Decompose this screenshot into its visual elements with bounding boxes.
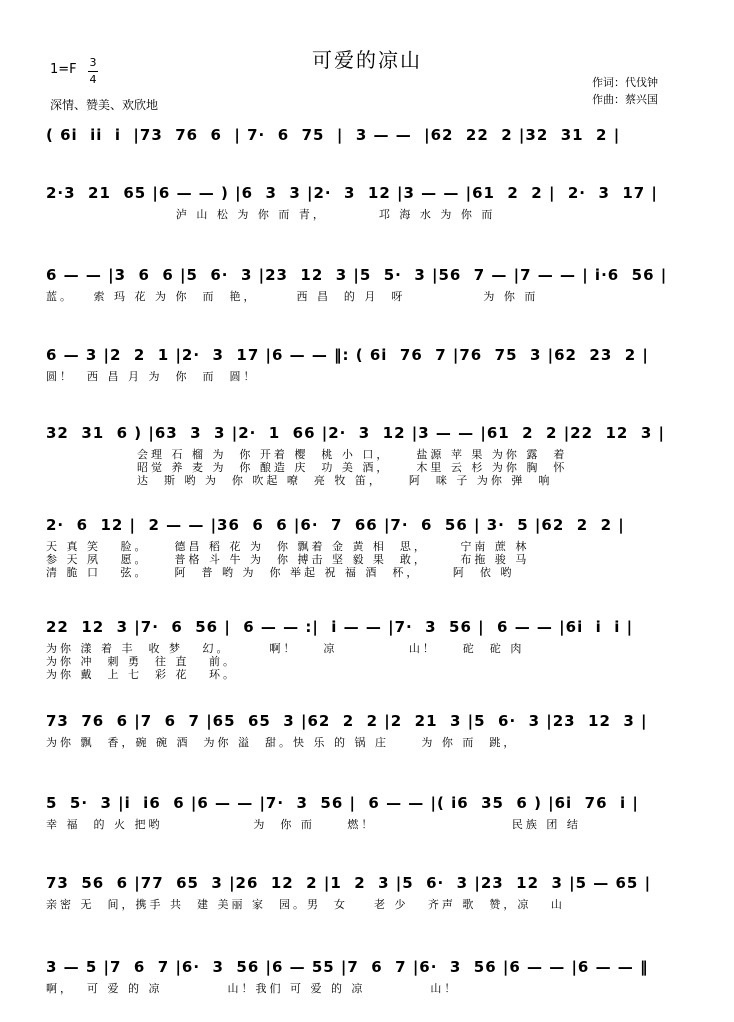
time-signature [88,56,98,87]
lyric-line: 参 天 夙 愿。 普格 斗 牛 为 你 搏击 坚 毅 果 敢， 布拖 骏 马 [46,553,530,566]
notation-line: ( 6i ii i |73 76 6 | 7· 6 75 | 3 — — |62 22 2 |32 31 2 | [46,126,621,144]
notation-line: 22 12 3 |7· 6 56 | 6 — — :| i — — |7· 3 56 | 6 — — |6i i i | [46,618,634,636]
notation-line: 6 — — |3 6 6 |5 6· 3 |23 12 3 |5 5· 3 |56 7 — |7 — — | i·6 56 | [46,266,668,284]
song-title: 可爱的凉山 [312,48,422,72]
lyric-line: 蓝。 索 玛 花 为 你 而 艳， 西 昌 的 月 呀 为 你 而 [46,290,539,303]
lyric-line: 幸 福 的 火 把哟 为 你 而 燃！ 民族 团 结 [46,818,581,831]
notation-line: 3 — 5 |7 6 7 |6· 3 56 |6 — 55 |7 6 7 |6· 3 56 |6 — — |6 — — ‖ [46,958,649,976]
meter-divider [88,71,98,72]
notation-line: 73 56 6 |77 65 3 |26 12 2 |1 2 3 |5 6· 3 |23 12 3 |5 — 65 | [46,874,652,892]
composer: 作曲：蔡兴国 [592,93,658,106]
lyric-line: 泸 山 松 为 你 而 青， 邛 海 水 为 你 而 [46,208,496,221]
notation-line: 6 — 3 |2 2 1 |2· 3 17 |6 — — ‖: ( 6i 76 7 |76 75 3 |62 23 2 | [46,346,649,364]
meter-top: 3 [89,56,97,69]
meter-bottom: 4 [89,73,97,86]
lyric-line: 亲密 无 间，携手 共 建 美丽 家 园。男 女 老 少 齐声 歌 赞，凉 山 [46,898,565,911]
notation-line: 2· 6 12 | 2 — — |36 6 6 |6· 7 66 |7· 6 56 | 3· 5 |62 2 2 | [46,516,625,534]
lyric-line: 为你 冲 刺 勇 往 直 前。 [46,655,237,668]
lyric-line: 天 真 笑 脸。 德昌 稻 花 为 你 飘着 金 黄 相 思， 宁南 蔗 林 [46,540,530,553]
lyric-line: 为你 漾 着 丰 收 梦 幻。 啊！ 凉 山！ 砣 砣 肉 [46,642,525,655]
lyric-line: 为你 飘 香，碗 碗 酒 为你 溢 甜。快 乐 的 锅 庄 为 你 而 跳， [46,736,518,749]
lyric-line: 会理 石 榴 为 你 开着 樱 桃 小 口， 盐源 苹 果 为你 露 着 [46,448,568,461]
lyric-line: 圆！ 西 昌 月 为 你 而 圆！ [46,370,258,383]
expression-marking: 深情、赞美、欢欣地 [50,98,159,112]
lyric-line: 为你 戴 上 七 彩 花 环。 [46,668,237,681]
lyric-line: 达 斯 哟 为 你 吹起 嘹 亮 牧 笛， 阿 咪 子 为你 弹 响 [46,474,553,487]
notation-line: 2·3 21 65 |6 — — ) |6 3 3 |2· 3 12 |3 — — |61 2 2 | 2· 3 17 | [46,184,658,202]
notation-line: 73 76 6 |7 6 7 |65 65 3 |62 2 2 |2 21 3 |5 6· 3 |23 12 3 | [46,712,648,730]
key-signature: 1=F [50,62,77,77]
lyric-line: 啊， 可 爱 的 凉 山！我们 可 爱 的 凉 山！ [46,982,459,995]
notation-line: 5 5· 3 |i i6 6 |6 — — |7· 3 56 | 6 — — |( i6 35 6 ) |6i 76 i | [46,794,639,812]
credits [592,74,658,108]
lyricist: 作词：代伐钟 [592,76,658,89]
lyric-line: 昭觉 养 麦 为 你 酿造 庆 功 美 酒， 木里 云 杉 为你 胸 怀 [46,461,568,474]
notation-line: 32 31 6 ) |63 3 3 |2· 1 66 |2· 3 12 |3 — — |61 2 2 |22 12 3 | [46,424,665,442]
lyric-line: 清 脆 口 弦。 阿 普 哟 为 你 举起 祝 福 酒 杯， 阿 依 哟 [46,566,515,579]
